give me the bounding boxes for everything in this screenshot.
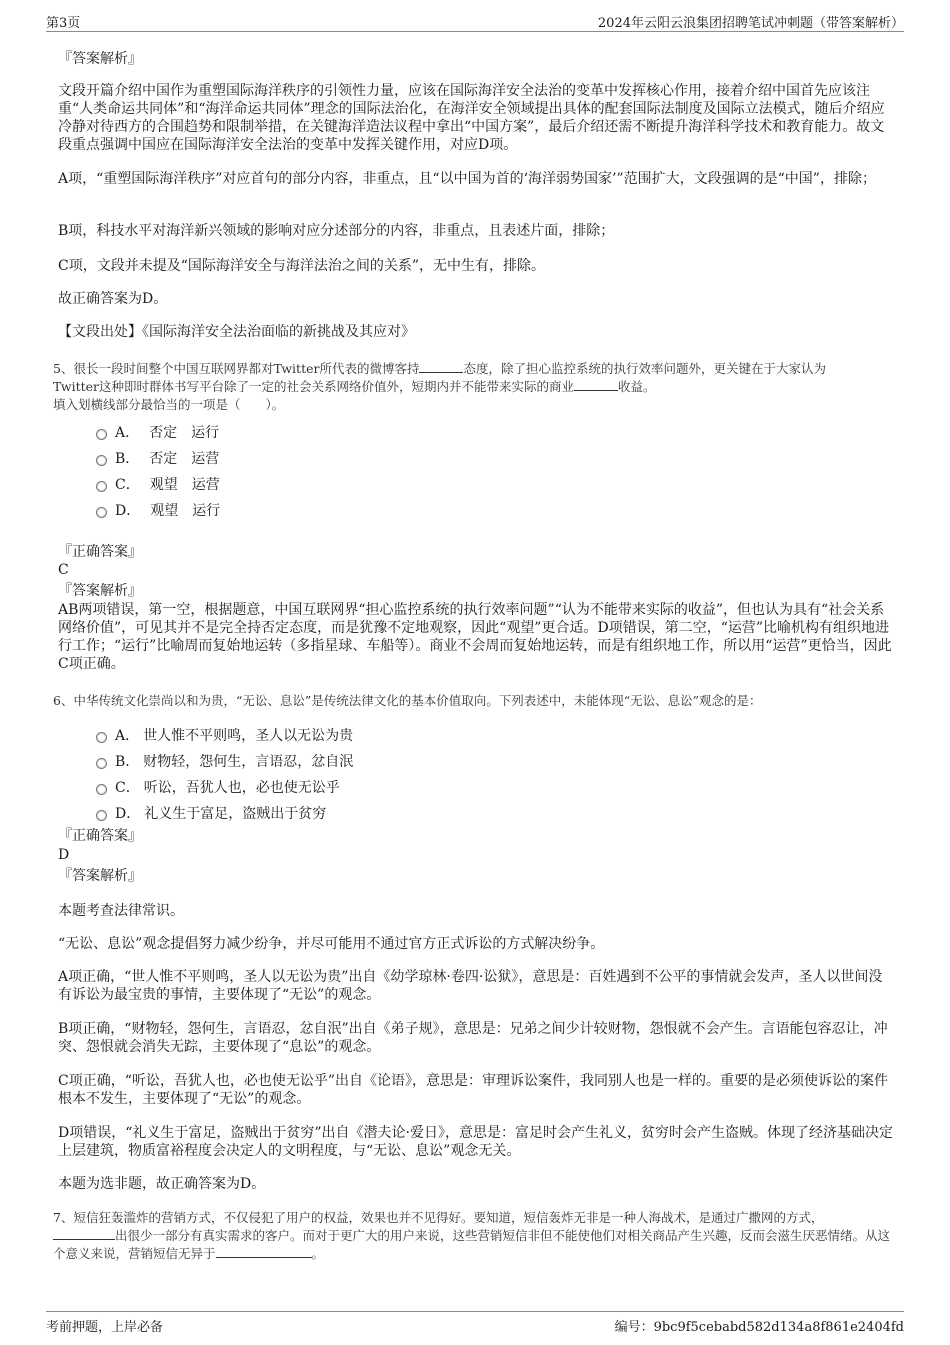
footer-slogan: 考前押题，上岸必备 xyxy=(46,1320,164,1335)
option-letter: B． xyxy=(115,451,140,467)
q5-option-a[interactable] xyxy=(96,424,219,442)
code-label: 编号： xyxy=(614,1320,654,1335)
q4-source: 【文段出处】《国际海洋安全法治面临的新挑战及其应对》 xyxy=(58,324,415,340)
q5-stem-part-a: 5、很长一段时间整个中国互联网界都对Twitter所代表的微博客持 xyxy=(53,361,420,376)
q5-analysis-label: 『答案解析』 xyxy=(58,583,142,599)
q6-stem: 6、中华传统文化崇尚以和为贵，“无讼、息讼”是传统法律文化的基本价值取向。下列表述中，未能体现“无讼、息讼”观念的是： xyxy=(53,693,762,708)
q4-conclusion: 故正确答案为D。 xyxy=(58,291,168,307)
q6-option-c[interactable] xyxy=(96,779,340,797)
code-value: 9bc9f5cebabd582d134a8f861e2404fd xyxy=(653,1320,904,1335)
q5-answer: C xyxy=(58,562,69,578)
q7-stem-part-b: 出很少一部分有真实需求的客户。而对于更广大的用户来说，这些营销短信非但不能使他们对相关商品产生兴趣，反而会滋生厌恶情绪。从这个意义来说，营销短信无异于 xyxy=(53,1228,891,1261)
q6-analysis-paragraph-1: 本题考查法律常识。 xyxy=(58,903,184,919)
page-number: 第3页 xyxy=(46,16,81,31)
q4-analysis-paragraph-4: C项，文段并未提及“国际海洋安全与海洋法治之间的关系”，无中生有，排除。 xyxy=(58,258,546,274)
q5-answer-label: 『正确答案』 xyxy=(58,544,142,560)
q7-blank-1 xyxy=(53,1228,115,1240)
q6-conclusion: 本题为选非题，故正确答案为D。 xyxy=(58,1176,266,1192)
option-text: 听讼，吾犹人也，必也使无讼乎 xyxy=(143,780,340,796)
q5-instruction: 填入划横线部分最恰当的一项是（ ）。 xyxy=(53,397,285,412)
option-letter: D． xyxy=(115,503,141,519)
q6-answer: D xyxy=(58,847,70,863)
q4-analysis-label: 『答案解析』 xyxy=(58,51,142,67)
option-text: 观望 运营 xyxy=(149,477,220,493)
q7-stem xyxy=(53,1209,893,1263)
q5-option-b[interactable] xyxy=(96,450,219,468)
q6-analysis-paragraph-4: B项正确，“财物轻，怨何生，言语忍，忿自泯”出自《弟子规》，意思是：兄弟之间少计较财物，怨恨就不会产生。言语能包容忍让，冲突、怨恨就会消失无踪，主要体现了“息讼”的观念。 xyxy=(58,1021,888,1055)
q6-answer-label: 『正确答案』 xyxy=(58,828,142,844)
option-text: 否定 运营 xyxy=(149,451,220,467)
q6-analysis-paragraph-6: D项错误，“礼义生于富足，盗贼出于贫穷”出自《潜夫论·爱日》，意思是：富足时会产生礼义，贫穷时会产生盗贼。体现了经济基础决定上层建筑，物质富裕程度会决定人的文明程度，与“无讼、息讼”观念无关。 xyxy=(58,1125,893,1159)
q6-analysis-paragraph-2: “无讼、息讼”观念提倡努力减少纷争，并尽可能用不通过官方正式诉讼的方式解决纷争。 xyxy=(58,936,605,952)
radio-icon[interactable] xyxy=(96,758,107,769)
option-text: 否定 运行 xyxy=(149,425,220,441)
q5-analysis: AB两项错误，第一空，根据题意，中国互联网界“担心监控系统的执行效率问题”“认为不能带来实际的收益”，但也认为具有“社会关系网络价值”，可见其并不是完全持否定态度，而是犹豫不定地观察，因此“观望”更合适。D项错误，第二空，“运营”比喻机构有组织地进行工作；“运行”比喻周而复始地运转（多指星球、车船等）。商业不会周而复始地运转，而是有组织地工作，所以用“运营”更恰当，因此C项正确。 xyxy=(58,602,892,672)
q7-stem-part-c: 。 xyxy=(311,1246,325,1261)
q5-option-d[interactable] xyxy=(96,502,220,520)
radio-icon[interactable] xyxy=(96,455,107,466)
q4-analysis-paragraph-2: A项，“重塑国际海洋秩序”对应首句的部分内容，非重点，且“以中国为首的‘海洋弱势国家’”范围扩大，文段强调的是“中国”，排除； xyxy=(58,171,876,187)
q5-stem-part-b: 态度，除了担心监控系统的执行效率问题外，更关键在于大家认为 xyxy=(463,361,826,376)
document-code xyxy=(615,1316,904,1335)
q5-stem-part-c: Twitter这种即时群体书写平台除了一定的社会关系网络价值外，短期内并不能带来实际的商业 xyxy=(53,379,575,394)
option-letter: D． xyxy=(115,806,141,822)
radio-icon[interactable] xyxy=(96,810,107,821)
q4-analysis-paragraph-1: 文段开篇介绍中国作为重塑国际海洋秩序的引领性力量，应该在国际海洋安全法治的变革中发挥核心作用，接着介绍中国首先应该注重“人类命运共同体”和“海洋命运共同体”理念的国际法治化，在海洋安全领域提出具体的配套国际法制度及国际立法模式，随后介绍应冷静对待西方的合围趋势和限制举措，在关键海洋造法议程中拿出“中国方案”，最后介绍还需不断提升海洋科学技术和教育能力。故文段重点强调中国应在国际海洋安全法治的变革中发挥关键作用，对应D项。 xyxy=(58,83,885,153)
q6-analysis-label: 『答案解析』 xyxy=(58,868,142,884)
page-footer xyxy=(46,1311,904,1333)
q7-blank-2 xyxy=(216,1246,312,1258)
radio-icon[interactable] xyxy=(96,784,107,795)
q4-analysis-paragraph-3: B项，科技水平对海洋新兴领域的影响对应分述部分的内容，非重点，且表述片面，排除； xyxy=(58,223,615,239)
option-letter: A． xyxy=(115,728,140,744)
radio-icon[interactable] xyxy=(96,507,107,518)
q7-stem-part-a: 7、短信狂轰滥炸的营销方式，不仅侵犯了用户的权益，效果也并不见得好。要知道，短信轰炸无非是一种人海战术，是通过广撒网的方式， xyxy=(53,1210,824,1225)
radio-icon[interactable] xyxy=(96,429,107,440)
q5-blank-2 xyxy=(574,379,618,391)
option-letter: B． xyxy=(115,754,140,770)
q6-analysis-paragraph-5: C项正确，“听讼，吾犹人也，必也使无讼乎”出自《论语》，意思是：审理诉讼案件，我同别人也是一样的。重要的是必须使诉讼的案件根本不发生，主要体现了“无讼”的观念。 xyxy=(58,1073,889,1107)
q5-stem-part-d: 收益。 xyxy=(618,379,656,394)
q6-option-b[interactable] xyxy=(96,753,353,771)
document-title: 2024年云阳云浪集团招聘笔试冲刺题（带答案解析） xyxy=(597,16,904,31)
q6-analysis-paragraph-3: A项正确，“世人惟不平则鸣，圣人以无讼为贵”出自《幼学琼林·卷四·讼狱》，意思是：百姓遇到不公平的事情就会发声，圣人以世间没有诉讼为最宝贵的事情，主要体现了“无讼”的观念。 xyxy=(58,969,883,1003)
radio-icon[interactable] xyxy=(96,481,107,492)
option-text: 观望 运行 xyxy=(150,503,221,519)
q6-option-a[interactable] xyxy=(96,727,353,745)
option-text: 财物轻，怨何生，言语忍，忿自泯 xyxy=(143,754,354,770)
q5-blank-1 xyxy=(419,361,463,373)
page-header xyxy=(46,10,904,32)
option-text: 礼义生于富足，盗贼出于贫穷 xyxy=(144,806,327,822)
option-letter: C． xyxy=(115,477,140,493)
q6-option-d[interactable] xyxy=(96,805,326,823)
q5-option-c[interactable] xyxy=(96,476,220,494)
q5-stem xyxy=(53,360,893,414)
radio-icon[interactable] xyxy=(96,732,107,743)
option-letter: A． xyxy=(115,425,140,441)
option-text: 世人惟不平则鸣，圣人以无讼为贵 xyxy=(143,728,354,744)
option-letter: C． xyxy=(115,780,140,796)
